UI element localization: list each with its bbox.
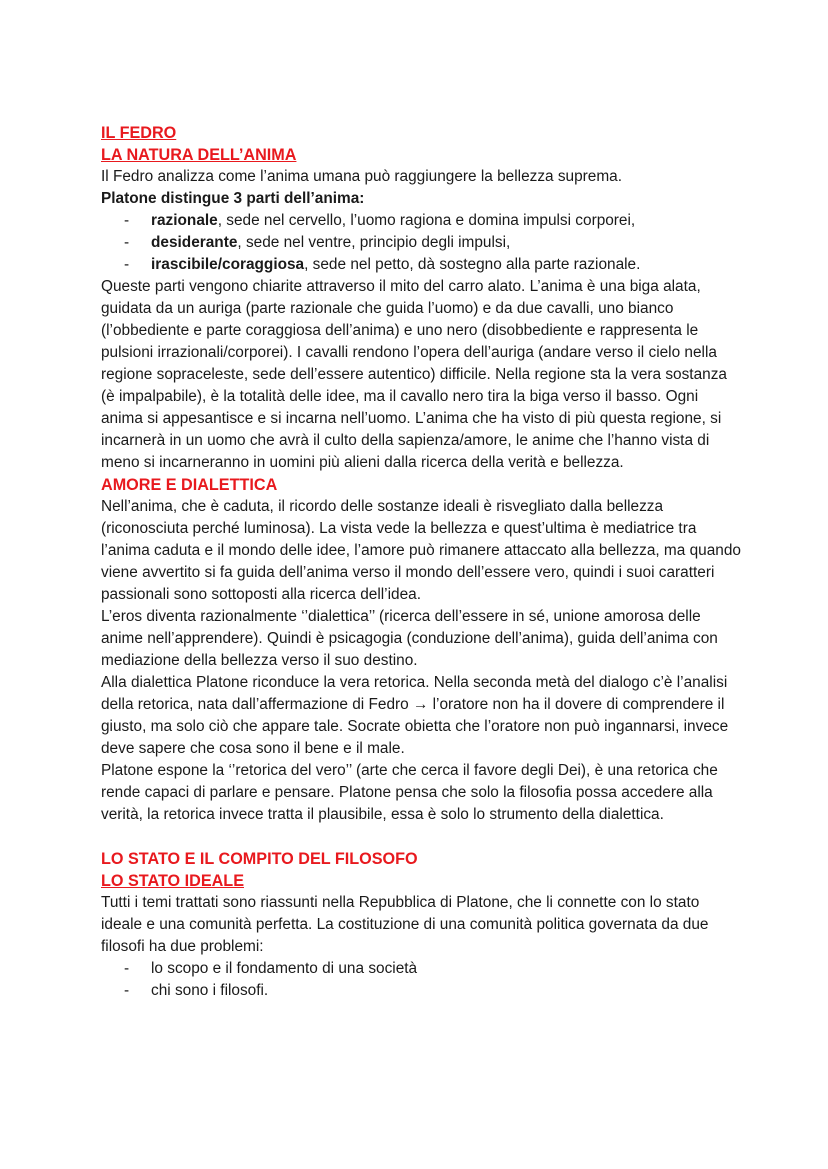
list-item: - lo scopo e il fondamento di una società [101,958,741,980]
body-paragraph: Alla dialettica Platone riconduce la vera retorica. Nella seconda metà del dialogo c’è l’analisi della retorica, nata dall’affermazione di Fedro → l’oratore non ha il dovere di comprendere il giusto, ma solo ciò che appare tale. Socrate obietta che l’oratore non può ingannarsi, invece deve sapere che cosa sono il bene e il male. [101,674,729,757]
list-item: - irascibile/coraggiosa, sede nel petto, dà sostegno alla parte razionale. [101,254,741,276]
body-paragraph: L’eros diventa razionalmente ‘’dialettica’’ (ricerca dell’essere in sé, unione amorosa delle anime nell’apprendere). Quindi è psicagogia (conduzione dell’anima), guida dell’anima con mediazione della bellezza verso il suo destino. [101,608,718,669]
spacer [101,826,741,848]
list-item: - razionale, sede nel cervello, l’uomo ragiona e domina impulsi corporei, [101,210,741,232]
problems-list [101,958,741,1002]
body-paragraph: Nell’anima, che è caduta, il ricordo delle sostanze ideali è risvegliato dalla bellezza (riconosciuta perché luminosa). La vista vede la bellezza e quest’ultima è mediatrice tra l’anima caduta e il mondo delle idee, l’amore può rimanere attaccato alla bellezza, ma quando viene avvertito si fa guida dell’anima verso il mondo dell’essere vero, quindi i suoi caratteri passionali sono sottoposti alla ricerca dell’idea. [101,498,741,603]
soul-parts-list [101,210,741,276]
section-subtitle-natura-anima: LA NATURA DELL’ANIMA [101,146,297,164]
section-title-stato-filosofo: LO STATO E IL COMPITO DEL FILOSOFO [101,850,418,868]
section-subtitle-stato-ideale: LO STATO IDEALE [101,872,244,890]
list-item: - desiderante, sede nel ventre, principio degli impulsi, [101,232,741,254]
intro-text: Il Fedro analizza come l’anima umana può raggiungere la bellezza suprema. [101,168,623,185]
body-paragraph: Platone espone la ‘’retorica del vero’’ (arte che cerca il favore degli Dei), è una retorica che rende capaci di parlare e pensare. Platone pensa che solo la filosofia possa accedere alla verità, la retorica invece tratta il plausibile, essa è solo lo strumento della dialettica. [101,762,718,823]
body-paragraph: Tutti i temi trattati sono riassunti nella Repubblica di Platone, che li connette con lo stato ideale e una comunità perfetta. La costituzione di una comunità politica governata da due filosofi ha due problemi: [101,894,709,955]
section-title-il-fedro: IL FEDRO [101,124,177,142]
parts-heading: Platone distingue 3 parti dell’anima: [101,190,365,207]
document-page [101,122,741,1002]
section-title-amore-dialettica: AMORE E DIALETTICA [101,476,278,494]
body-paragraph: Queste parti vengono chiarite attraverso il mito del carro alato. L’anima è una biga alata, guidata da un auriga (parte razionale che guida l’uomo) e da due cavalli, uno bianco (l’obbediente e parte coraggiosa dell’anima) e uno nero (disobbediente e rappresenta le pulsioni irrazionali/corporei). I cavalli rendono l’opera dell’auriga (andare verso il cielo nella regione sopraceleste, sede dell’essere autentico) difficile. Nella regione sta la vera sostanza (è impalpabile), è la totalità delle idee, ma il cavallo nero tira la biga verso il basso. Ogni anima si appesantisce e si incarna nell’uomo. L’anima che ha visto di più questa regione, si incarnerà in un uomo che avrà il culto della sapienza/amore, le anime che l’hanno vista di meno si incarneranno in uomini più alieni dalla ricerca della verità e bellezza. [101,278,727,471]
list-item: - chi sono i filosofi. [101,980,741,1002]
